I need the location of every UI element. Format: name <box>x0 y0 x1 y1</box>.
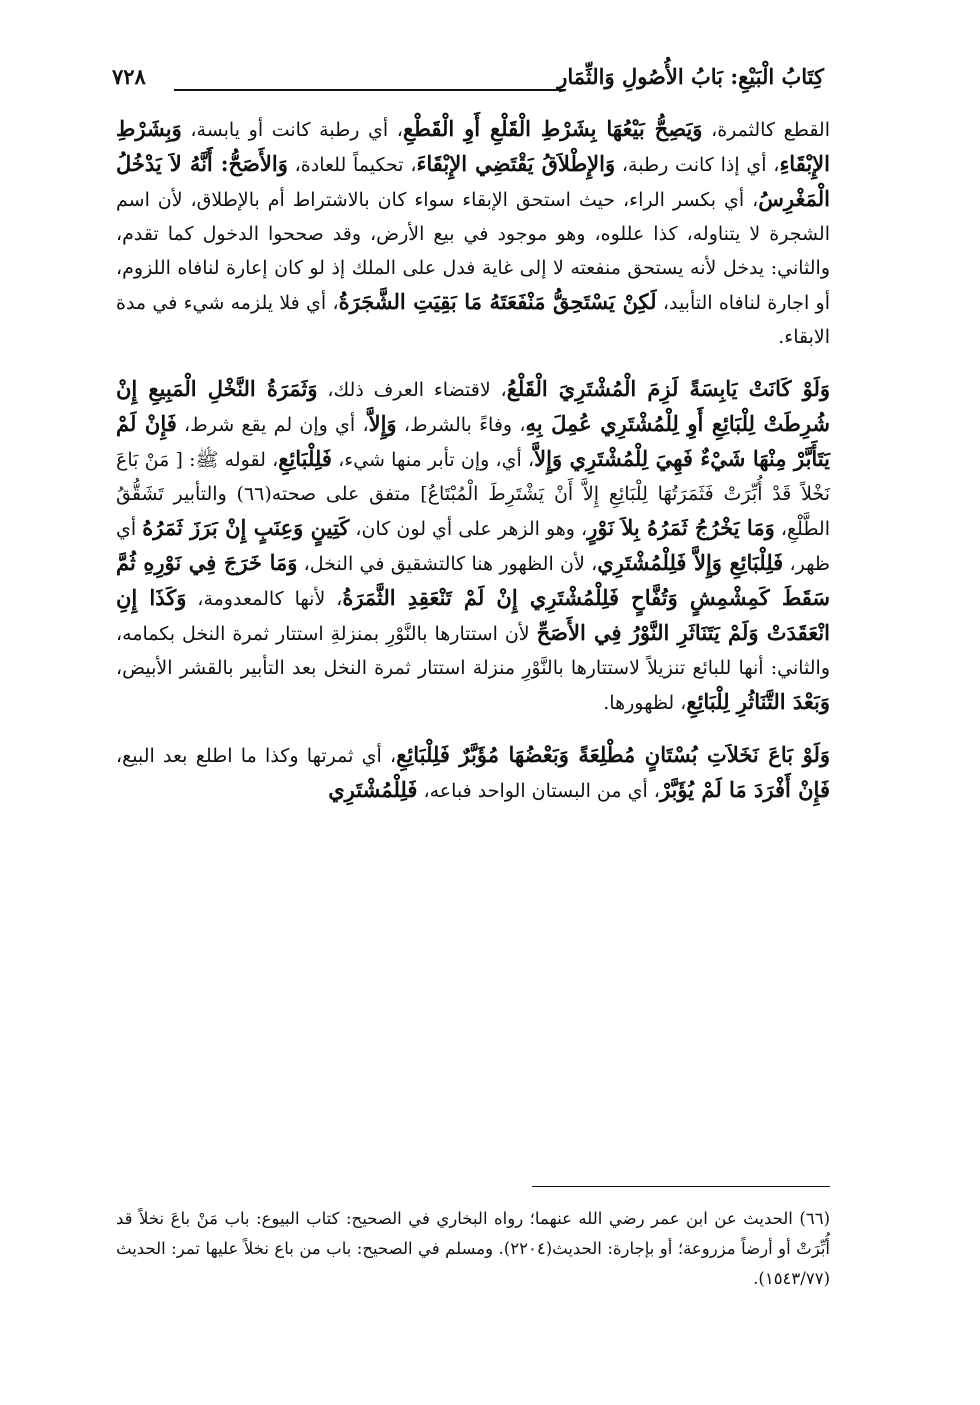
matn-text: وَالأَصَحُّ: أَنَّهُ لاَ يَدْخُلُ الْمَغْرِسُ <box>116 151 830 211</box>
commentary-text: أي ظهر، <box>116 518 830 575</box>
commentary-text: ، أي من البستان الواحد فباعه، <box>417 780 660 802</box>
commentary-text: ، لأنها كالمعدومة، <box>186 588 343 610</box>
paragraph <box>116 112 830 354</box>
matn-text: فَلِلْبَائِعِ <box>278 446 332 471</box>
matn-text: وَثَمَرَةُ النَّخْلِ الْمَبِيعِ إِنْ شُرِطَتْ لِلْبَائِعِ أَوِ لِلْمُشْتَرِي عُمِلَ بِهِ <box>116 376 831 436</box>
matn-text: فَإِنْ أَفْرَدَ مَا لَمْ يُؤَبَّرْ <box>659 777 830 802</box>
matn-text: وَمَا خَرَجَ فِي نَوْرِهِ ثُمَّ سَقَطَ كَمِشْمِشٍ وَتُفَّاحٍ فَلِلْمُشْتَرِي إِنْ لَمْ تَنْعَقِدِ الثَّمَرَةُ <box>116 550 830 610</box>
matn-text: وَإِلاَّ <box>368 411 397 436</box>
matn-text: وَمَا يَخْرُجُ ثَمَرُهُ بِلاَ نَوْرٍ <box>587 515 775 540</box>
matn-text: وَيَصِحُّ بَيْعُهَا بِشَرْطِ الْقَلْعِ أَوِ الْقَطْعِ <box>402 116 703 141</box>
commentary-text: ، وهو الزهر على أي لون كان، <box>349 518 588 540</box>
paragraph <box>116 738 830 808</box>
commentary-text: ، أي بكسر الراء، حيث استحق الإبقاء سواء كان بالاشتراط أم بالإطلاق، لأن اسم الشجرة لا يتناوله، كذا عللوه، وهو موجود في بيع الأرض، وقد صححوا الدخول كما تقدم، والثاني: يدخل لأنه يستحق منفعته لا إلى غاية فدل على الملك إذ لو كان إعارة لنافاه اللزوم، أو اجارة لنافاه التأبيد، <box>116 189 830 314</box>
paragraph <box>116 372 830 720</box>
commentary-text: ، أي إذا كانت رطبة، <box>615 154 780 176</box>
running-header <box>112 62 824 102</box>
header-rule <box>174 89 566 91</box>
footnote-rule <box>532 1186 830 1187</box>
page-number: ٧٢٨ <box>112 64 146 89</box>
commentary-text: ، لقوله ﷺ: [ مَنْ بَاعَ نَخْلاً قَدْ أُبِّرَتْ فَثَمَرَتُهَا لِلْبَائِعِ إِلاَّ أَنْ يَشْتَرِطَ الْمُبْتَاعُ] متفق على صحته(٦٦) والتأبير تَشَقُّقُ الطَّلْعِ، <box>116 449 831 540</box>
matn-text: فَلِلْمُشْتَرِي <box>328 777 418 802</box>
matn-text: كَتِينٍ وَعِنَبٍ إِنْ بَرَزَ ثَمَرُهُ <box>142 515 350 540</box>
matn-text: وَبِشَرْطِ الإِبْقَاءِ <box>116 116 830 176</box>
commentary-text: ، أي، وإن تأبر منها شيء، <box>331 449 535 471</box>
matn-text: وَكَذَا إِنِ انْعَقَدَتْ وَلَمْ يَتَنَاثَرِ النَّوْرُ فِي الأَصَحِّ <box>116 585 830 645</box>
matn-text: وَلَوْ كَانَتْ يَابِسَةً لَزِمَ الْمُشْتَرِيَ الْقَلْعُ <box>506 376 830 401</box>
matn-text: وَبَعْدَ التَّنَاثُرِ لِلْبَائِعِ <box>686 689 830 714</box>
main-text <box>116 112 830 808</box>
commentary-text: ، أي وإن لم يقع شرط، <box>176 414 369 436</box>
header-title: كِتَابُ الْبَيْعِ: بَابُ الأُصُولِ وَالثِّمَارِ <box>557 64 824 89</box>
commentary-text: ، لظهورها. <box>603 692 687 714</box>
commentary-text: ، أي ثمرتها وكذا ما اطلع بعد البيع، <box>116 745 397 767</box>
matn-text: فَإِنْ لَمْ يَتَأَبَّرْ مِنْهَا شَيْءٌ فَهِيَ لِلْمُشْتَرِي وَإِلاَّ <box>116 411 830 471</box>
matn-text: فَلِلْبَائِعِ وَإِلاَّ فَلِلْمُشْتَرِي <box>597 550 784 575</box>
commentary-text: ، وفاءً بالشرط، <box>396 414 526 436</box>
matn-text: وَلَوْ بَاعَ نَخَلاَتِ بُسْتَانٍ مُطْلِعَةً وَبَعْضُهَا مُؤَبَّرٌ فَلِلْبَائِعِ <box>396 742 830 767</box>
matn-text: وَالإِطْلاَقُ يَقْتَضِي الإِبْقَاءَ <box>416 151 616 176</box>
commentary-text: ، لاقتضاء العرف ذلك، <box>317 379 507 401</box>
commentary-text: ، تحكيماً للعادة، <box>287 154 417 176</box>
matn-text: لَكِنْ يَسْتَحِقُّ مَنْفَعَتَهُ مَا بَقِيَتِ الشَّجَرَةُ <box>338 289 657 314</box>
footnote-66: (٦٦) الحديث عن ابن عمر رضي الله عنهما؛ رواه البخاري في الصحيح: كتاب البيوع: باب مَنْ باعَ نخلاً قد أُبِّرَتْ أو أرضاً مزروعة؛ أو بإجارة: الحديث(٢٢٠٤). ومسلم في الصحيح: باب من باع نخلاً عليها تمر: الحديث (١٥٤٣/٧٧). <box>116 1209 830 1288</box>
commentary-text: لأن استتارها بالنَّوْرِ بمنزلةِ استتار ثمرة النخل بكمامه، والثاني: أنها للبائع تنزيلاً لاستتارها بالنَّوْرِ منزلة استتار ثمرة النخل بعد التأبير بالقشر الأبيض، <box>116 623 830 679</box>
commentary-text: ، أي رطبة كانت أو يابسة، <box>181 119 403 141</box>
commentary-text: ، لأن الظهور هنا كالتشقيق في النخل، <box>297 553 598 575</box>
commentary-text: القطع كالثمرة، <box>702 119 831 141</box>
commentary-text: ، أي فلا يلزمه شيء في مدة الابقاء. <box>116 292 830 348</box>
